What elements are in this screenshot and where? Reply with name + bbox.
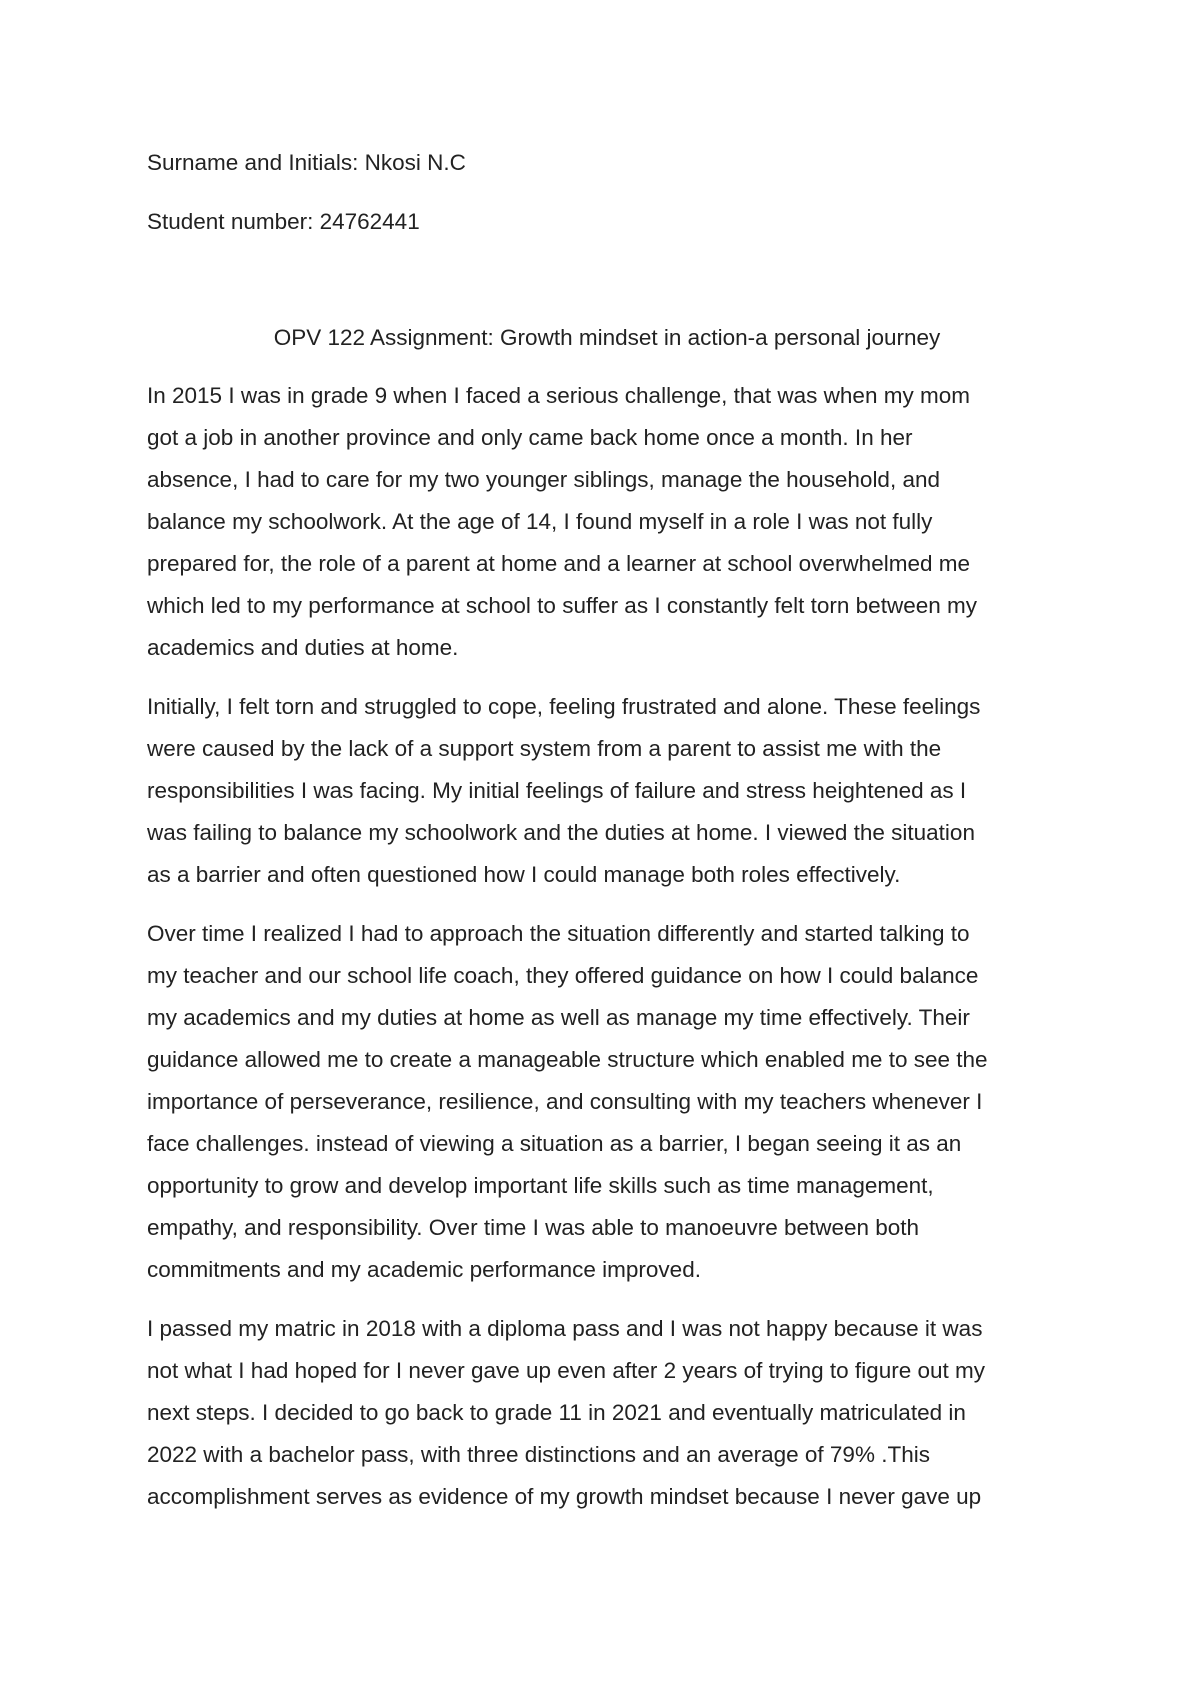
paragraph-line: opportunity to grow and develop important life skills such as time management,	[147, 1173, 934, 1198]
paragraph-1	[147, 375, 1067, 669]
paragraph-line: 2022 with a bachelor pass, with three distinctions and an average of 79% .This	[147, 1442, 930, 1467]
paragraph-line: were caused by the lack of a support system from a parent to assist me with the	[147, 736, 942, 761]
surname-initials: Surname and Initials: Nkosi N.C	[147, 150, 466, 175]
paragraph-line: Initially, I felt torn and struggled to cope, feeling frustrated and alone. These feelings	[147, 694, 981, 719]
paragraph-line: academics and duties at home.	[147, 635, 459, 660]
student-number: Student number: 24762441	[147, 209, 420, 234]
paragraph-line: Over time I realized I had to approach the situation differently and started talking to	[147, 921, 970, 946]
paragraph-line: guidance allowed me to create a manageable structure which enabled me to see the	[147, 1047, 988, 1072]
paragraph-line: commitments and my academic performance improved.	[147, 1257, 701, 1282]
paragraph-line: accomplishment serves as evidence of my growth mindset because I never gave up	[147, 1484, 982, 1509]
paragraph-line: I passed my matric in 2018 with a diploma pass and I was not happy because it was	[147, 1316, 983, 1341]
paragraph-line: balance my schoolwork. At the age of 14, I found myself in a role I was not fully	[147, 509, 933, 534]
paragraph-line: absence, I had to care for my two younger siblings, manage the household, and	[147, 467, 940, 492]
document-body	[147, 142, 1067, 1535]
paragraph-3	[147, 913, 1067, 1291]
paragraph-line: my teacher and our school life coach, they offered guidance on how I could balance	[147, 963, 979, 988]
paragraph-line: not what I had hoped for I never gave up even after 2 years of trying to figure out my	[147, 1358, 985, 1383]
paragraph-4	[147, 1308, 1067, 1518]
paragraph-line: importance of perseverance, resilience, and consulting with my teachers whenever I	[147, 1089, 983, 1114]
paragraph-line: got a job in another province and only came back home once a month. In her	[147, 425, 913, 450]
assignment-title: OPV 122 Assignment: Growth mindset in action-a personal journey	[273, 325, 941, 350]
paragraph-2	[147, 686, 1067, 896]
paragraph-line: next steps. I decided to go back to grade 11 in 2021 and eventually matriculated in	[147, 1400, 966, 1425]
paragraph-line: empathy, and responsibility. Over time I was able to manoeuvre between both	[147, 1215, 920, 1240]
paragraph-line: my academics and my duties at home as well as manage my time effectively. Their	[147, 1005, 970, 1030]
paragraph-line: prepared for, the role of a parent at home and a learner at school overwhelmed me	[147, 551, 970, 576]
paragraph-line: as a barrier and often questioned how I could manage both roles effectively.	[147, 862, 901, 887]
paragraph-line: face challenges. instead of viewing a situation as a barrier, I began seeing it as an	[147, 1131, 962, 1156]
paragraph-line: responsibilities I was facing. My initial feelings of failure and stress heightened as I	[147, 778, 967, 803]
paragraph-line: which led to my performance at school to suffer as I constantly felt torn between my	[147, 593, 977, 618]
paragraph-line: was failing to balance my schoolwork and the duties at home. I viewed the situation	[147, 820, 975, 845]
paragraph-line: In 2015 I was in grade 9 when I faced a serious challenge, that was when my mom	[147, 383, 970, 408]
